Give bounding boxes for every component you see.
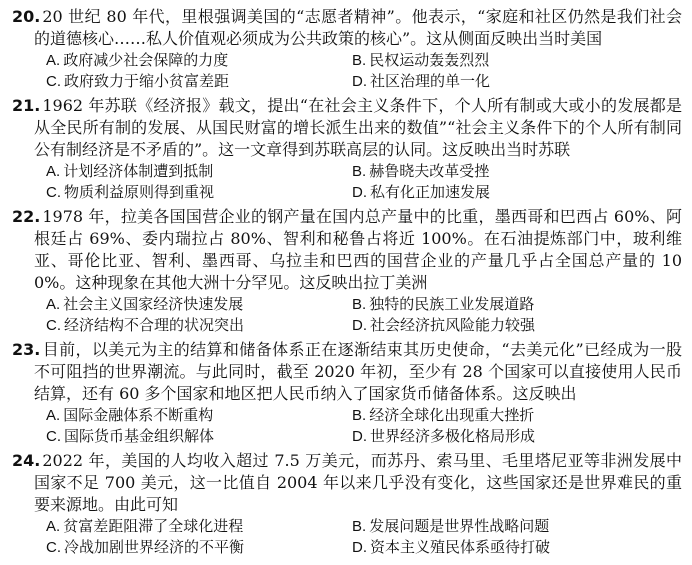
option-text: 国际金融体系不断重构 xyxy=(63,406,214,424)
option-letter: B. xyxy=(352,52,367,69)
option-a xyxy=(46,294,352,315)
question-23 xyxy=(12,339,682,447)
question-number: 21. xyxy=(12,96,41,115)
question-number: 20. xyxy=(12,7,41,26)
option-b xyxy=(352,161,682,182)
option-text: 政府减少社会保障的力度 xyxy=(63,51,229,69)
option-letter: C. xyxy=(46,317,61,334)
question-number: 23. xyxy=(12,340,41,359)
question-24 xyxy=(12,450,682,558)
option-letter: B. xyxy=(352,163,367,180)
option-list xyxy=(12,161,682,203)
option-list xyxy=(12,516,682,558)
option-letter: D. xyxy=(352,539,367,556)
question-stem xyxy=(12,6,682,50)
option-c xyxy=(46,182,352,203)
option-text: 发展问题是世界性战略问题 xyxy=(369,517,550,535)
option-letter: C. xyxy=(46,184,61,201)
option-text: 政府致力于缩小贫富差距 xyxy=(64,72,230,90)
option-text: 民权运动轰轰烈烈 xyxy=(369,51,490,69)
option-d xyxy=(352,71,682,92)
option-d xyxy=(352,426,682,447)
option-text: 社区治理的单一化 xyxy=(370,72,491,90)
option-text: 独特的民族工业发展道路 xyxy=(369,295,535,313)
option-d xyxy=(352,182,682,203)
option-letter: C. xyxy=(46,539,61,556)
option-d xyxy=(352,315,682,336)
question-text: 2022 年，美国的人均收入超过 7.5 万美元，而苏丹、索马里、毛里塔尼亚等非洲发展中国家不足 700 美元，这一比值自 2004 年以来几乎没有变化，这些国家还是世界难民的重要来源地。由此可知 xyxy=(34,451,682,514)
option-a xyxy=(46,50,352,71)
question-number: 24. xyxy=(12,451,41,470)
question-stem xyxy=(12,339,682,405)
option-text: 私有化正加速发展 xyxy=(370,183,491,201)
option-c xyxy=(46,71,352,92)
option-a xyxy=(46,161,352,182)
option-letter: B. xyxy=(352,518,367,535)
option-letter: A. xyxy=(46,163,61,180)
option-letter: D. xyxy=(352,73,367,90)
option-b xyxy=(352,294,682,315)
question-text: 20 世纪 80 年代，里根强调美国的“志愿者精神”。他表示，“家庭和社区仍然是我们社会的道德核心……私人价值观必须成为公共政策的核心”。这从侧面反映出当时美国 xyxy=(34,7,682,48)
question-20 xyxy=(12,6,682,92)
option-text: 资本主义殖民体系亟待打破 xyxy=(370,538,551,556)
question-text: 1978 年，拉美各国国营企业的钢产量在国内总产量中的比重，墨西哥和巴西占 60%、阿根廷占 69%、委内瑞拉占 80%、智利和秘鲁占将近 100%。在石油提炼部门中，玻利维亚、哥伦比亚、智利、墨西哥、乌拉圭和巴西的国营企业的产量几乎占全国总产量的 100%。这种现象在其他大洲十分罕见。这反映出拉丁美洲 xyxy=(34,207,682,292)
option-letter: D. xyxy=(352,428,367,445)
question-text: 目前，以美元为主的结算和储备体系正在逐渐结束其历史使命，“去美元化”已经成为一股不可阻挡的世界潮流。与此同时，截至 2020 年初，至少有 28 个国家可以直接使用人民币结算，还有 60 多个国家和地区把人民币纳入了国家货币储备体系。这反映出 xyxy=(34,340,682,403)
option-text: 经济结构不合理的状况突出 xyxy=(64,316,245,334)
option-b xyxy=(352,516,682,537)
question-number: 22. xyxy=(12,207,41,226)
question-text: 1962 年苏联《经济报》载文，提出“在社会主义条件下，个人所有制或大或小的发展都是从全民所有制的发展、从国民财富的增长派生出来的数值”“社会主义条件下的个人所有制同公有制经济是不矛盾的”。这一文章得到苏联高层的认同。这反映出当时苏联 xyxy=(34,96,682,159)
option-b xyxy=(352,405,682,426)
option-letter: A. xyxy=(46,52,61,69)
option-letter: B. xyxy=(352,296,367,313)
option-text: 世界经济多极化格局形成 xyxy=(370,427,536,445)
option-letter: C. xyxy=(46,73,61,90)
option-letter: D. xyxy=(352,317,367,334)
option-text: 社会主义国家经济快速发展 xyxy=(63,295,244,313)
question-stem xyxy=(12,450,682,516)
option-list xyxy=(12,50,682,92)
option-letter: B. xyxy=(352,407,367,424)
option-c xyxy=(46,426,352,447)
option-letter: D. xyxy=(352,184,367,201)
option-letter: A. xyxy=(46,407,61,424)
option-text: 赫鲁晓夫改革受挫 xyxy=(369,162,490,180)
option-c xyxy=(46,315,352,336)
option-c xyxy=(46,537,352,558)
option-text: 冷战加剧世界经济的不平衡 xyxy=(64,538,245,556)
option-list xyxy=(12,405,682,447)
option-b xyxy=(352,50,682,71)
option-letter: C. xyxy=(46,428,61,445)
option-text: 社会经济抗风险能力较强 xyxy=(370,316,536,334)
option-letter: A. xyxy=(46,296,61,313)
option-a xyxy=(46,516,352,537)
option-letter: A. xyxy=(46,518,61,535)
question-22 xyxy=(12,206,682,336)
option-list xyxy=(12,294,682,336)
option-text: 贫富差距阻滞了全球化进程 xyxy=(63,517,244,535)
option-text: 国际货币基金组织解体 xyxy=(64,427,215,445)
question-stem xyxy=(12,206,682,294)
option-text: 物质利益原则得到重视 xyxy=(64,183,215,201)
option-text: 计划经济体制遭到抵制 xyxy=(63,162,214,180)
option-a xyxy=(46,405,352,426)
question-stem xyxy=(12,95,682,161)
option-text: 经济全球化出现重大挫折 xyxy=(369,406,535,424)
option-d xyxy=(352,537,682,558)
question-21 xyxy=(12,95,682,203)
